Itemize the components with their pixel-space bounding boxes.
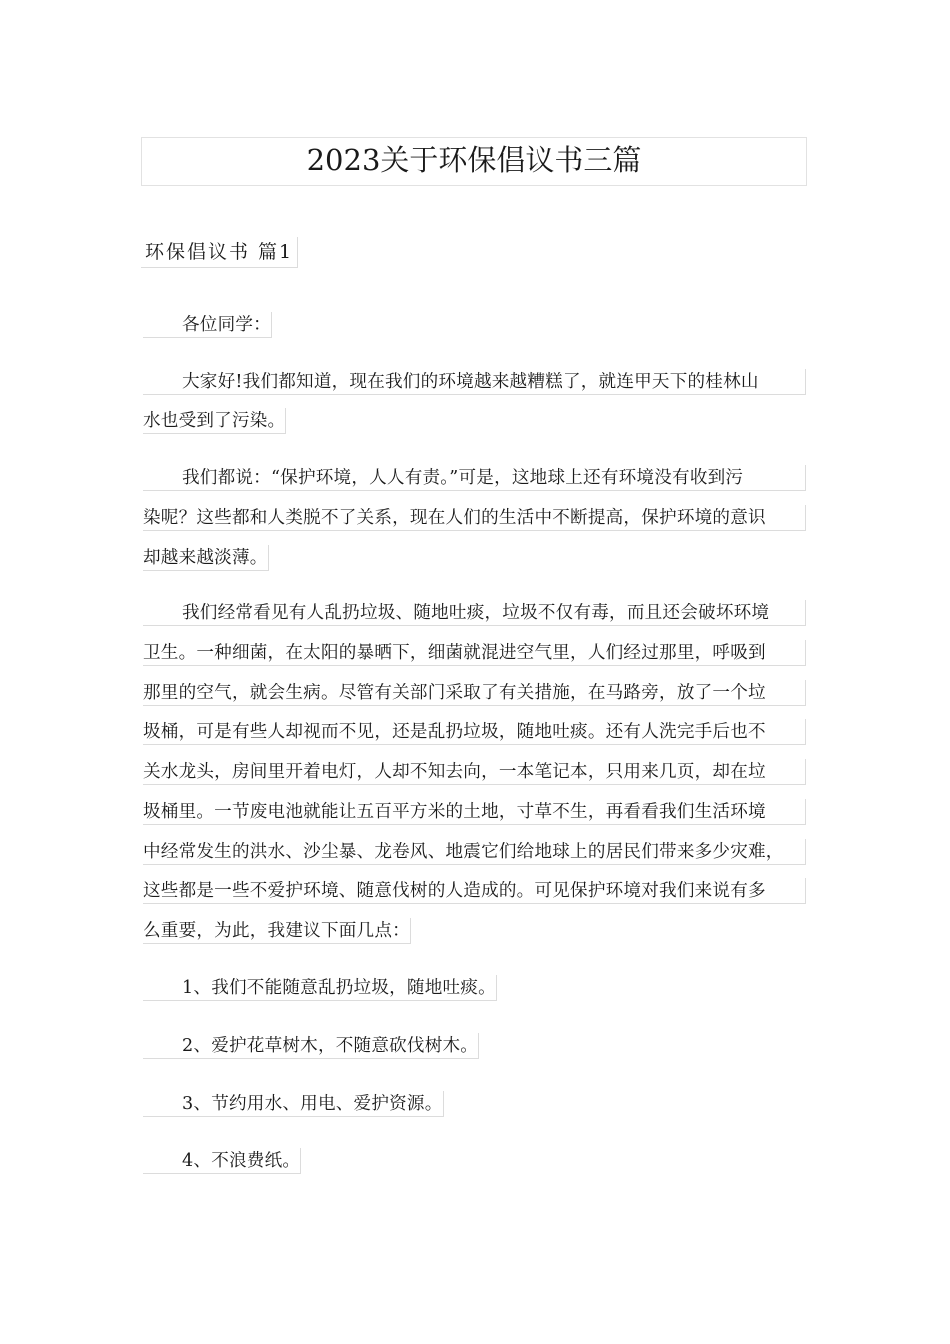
paragraph-line: 却越来越淡薄。 (143, 545, 269, 571)
paragraph-line: 这些都是一些不爱护环境、随意伐树的人造成的。可见保护环境对我们来说有多 (143, 878, 806, 904)
paragraph-line: 卫生。一种细菌，在太阳的暴晒下，细菌就混进空气里，人们经过那里，呼吸到 (143, 640, 806, 666)
suggestion-item: 2、爱护花草树木，不随意砍伐树木。 (143, 1033, 479, 1059)
paragraph-line: 那里的空气，就会生病。尽管有关部门采取了有关措施，在马路旁，放了一个垃 (143, 680, 806, 706)
paragraph-line: 水也受到了污染。 (143, 408, 286, 434)
paragraph-line: 我们都说：“保护环境，人人有责。”可是，这地球上还有环境没有收到污 (143, 465, 806, 491)
greeting: 各位同学： (143, 312, 272, 338)
suggestion-item: 1、我们不能随意乱扔垃圾，随地吐痰。 (143, 975, 497, 1001)
paragraph-line: 我们经常看见有人乱扔垃圾、随地吐痰，垃圾不仅有毒，而且还会破坏环境 (143, 600, 806, 626)
paragraph-line: 圾桶里。一节废电池就能让五百平方米的土地，寸草不生，再看看我们生活环境 (143, 799, 806, 825)
suggestion-item: 3、节约用水、用电、爱护资源。 (143, 1091, 444, 1117)
suggestion-item: 4、不浪费纸。 (143, 1148, 301, 1174)
paragraph-line: 圾桶，可是有些人却视而不见，还是乱扔垃圾，随地吐痰。还有人洗完手后也不 (143, 719, 806, 745)
paragraph-line: 关水龙头，房间里开着电灯，人却不知去向，一本笔记本，只用来几页，却在垃 (143, 759, 806, 785)
paragraph-line: 么重要，为此，我建议下面几点： (143, 918, 411, 944)
document-title: 2023关于环保倡议书三篇 (141, 137, 807, 186)
section-heading: 环保倡议书 篇1 (141, 237, 298, 268)
paragraph-line: 中经常发生的洪水、沙尘暴、龙卷风、地震它们给地球上的居民们带来多少灾难， (143, 839, 806, 865)
paragraph-line: 大家好!我们都知道，现在我们的环境越来越糟糕了，就连甲天下的桂林山 (143, 369, 806, 395)
paragraph-line: 染呢？这些都和人类脱不了关系，现在人们的生活中不断提高，保护环境的意识 (143, 505, 806, 531)
